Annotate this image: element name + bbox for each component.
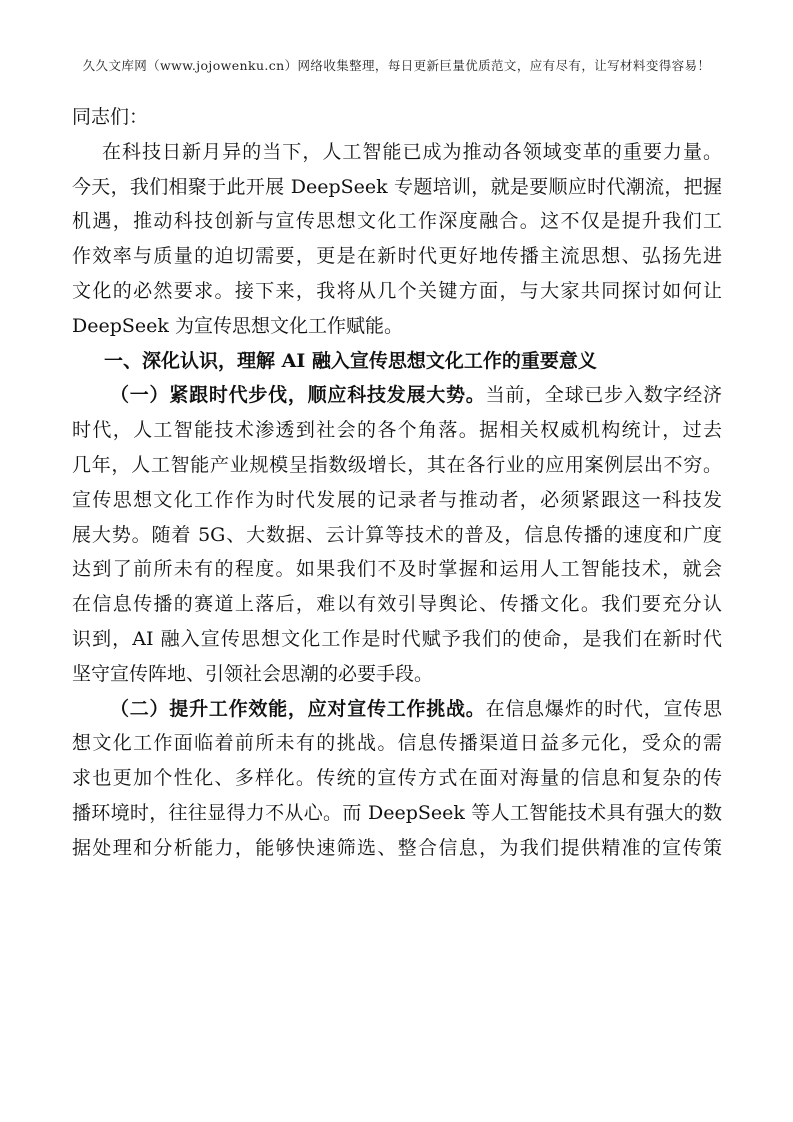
- paragraph-line: 识到，AI 融入宣传思想文化工作是时代赋予我们的使命，是我们在新时代: [72, 627, 722, 650]
- paragraph-line: 机遇，推动科技创新与宣传思想文化工作深度融合。这不仅是提升我们工: [72, 210, 722, 233]
- paragraph-intro: [72, 135, 722, 344]
- paragraph-line: 作效率与质量的迫切需要，更是在新时代更好地传播主流思想、弘扬先进: [72, 245, 722, 268]
- paragraph-line: 坚守宣传阵地、引领社会思潮的必要手段。: [72, 662, 434, 685]
- subsection-2: [72, 692, 722, 866]
- subsection-title: （一）紧跟时代步伐，顺应科技发展大势。: [110, 384, 486, 407]
- paragraph-line: 在科技日新月异的当下，人工智能已成为推动各领域变革的重要力量。: [102, 140, 722, 163]
- paragraph-line: 达到了前所未有的程度。如果我们不及时掌握和运用人工智能技术，就会: [72, 558, 722, 581]
- page-header-watermark: 久久文库网（www.jojowenku.cn）网络收集整理，每日更新巨量优质范文，应有尽有，让写材料变得容易！: [82, 58, 711, 73]
- paragraph-line: 文化的必然要求。接下来，我将从几个关键方面，与大家共同探讨如何让: [72, 279, 722, 302]
- paragraph-line: 想文化工作面临着前所未有的挑战。信息传播渠道日益多元化，受众的需: [72, 732, 722, 755]
- section-heading: 一、深化认识，理解 AI 融入宣传思想文化工作的重要意义: [104, 349, 597, 372]
- paragraph-line: 在信息传播的赛道上落后，难以有效引导舆论、传播文化。我们要充分认: [72, 593, 722, 616]
- subsection-first-line: [72, 378, 722, 413]
- paragraph-line: DeepSeek 为宣传思想文化工作赋能。: [72, 314, 403, 337]
- document-body: [72, 100, 722, 866]
- paragraph-line: 求也更加个性化、多样化。传统的宣传方式在面对海量的信息和复杂的传: [72, 767, 722, 790]
- paragraph-line: 时代，人工智能技术渗透到社会的各个角落。据相关权威机构统计，过去: [72, 419, 722, 442]
- subsection-text: 当前，全球已步入数字经济: [485, 384, 722, 407]
- subsection-title: （二）提升工作效能，应对宣传工作挑战。: [110, 697, 486, 720]
- subsection-1: [72, 378, 722, 691]
- paragraph-line: 播环境时，往往显得力不从心。而 DeepSeek 等人工智能技术具有强大的数: [72, 801, 722, 824]
- salutation: 同志们：: [72, 106, 149, 128]
- paragraph-line: 展大势。随着 5G、大数据、云计算等技术的普及，信息传播的速度和广度: [72, 523, 722, 546]
- paragraph-line: 今天，我们相聚于此开展 DeepSeek 专题培训，就是要顺应时代潮流，把握: [72, 175, 722, 198]
- subsection-first-line: [72, 692, 722, 727]
- paragraph-line: 宣传思想文化工作作为时代发展的记录者与推动者，必须紧跟这一科技发: [72, 488, 722, 511]
- paragraph-line: 据处理和分析能力，能够快速筛选、整合信息，为我们提供精准的宣传策: [72, 836, 722, 859]
- paragraph-line: 几年，人工智能产业规模呈指数级增长，其在各行业的应用案例层出不穷。: [72, 453, 722, 476]
- subsection-text: 在信息爆炸的时代，宣传思: [485, 697, 722, 720]
